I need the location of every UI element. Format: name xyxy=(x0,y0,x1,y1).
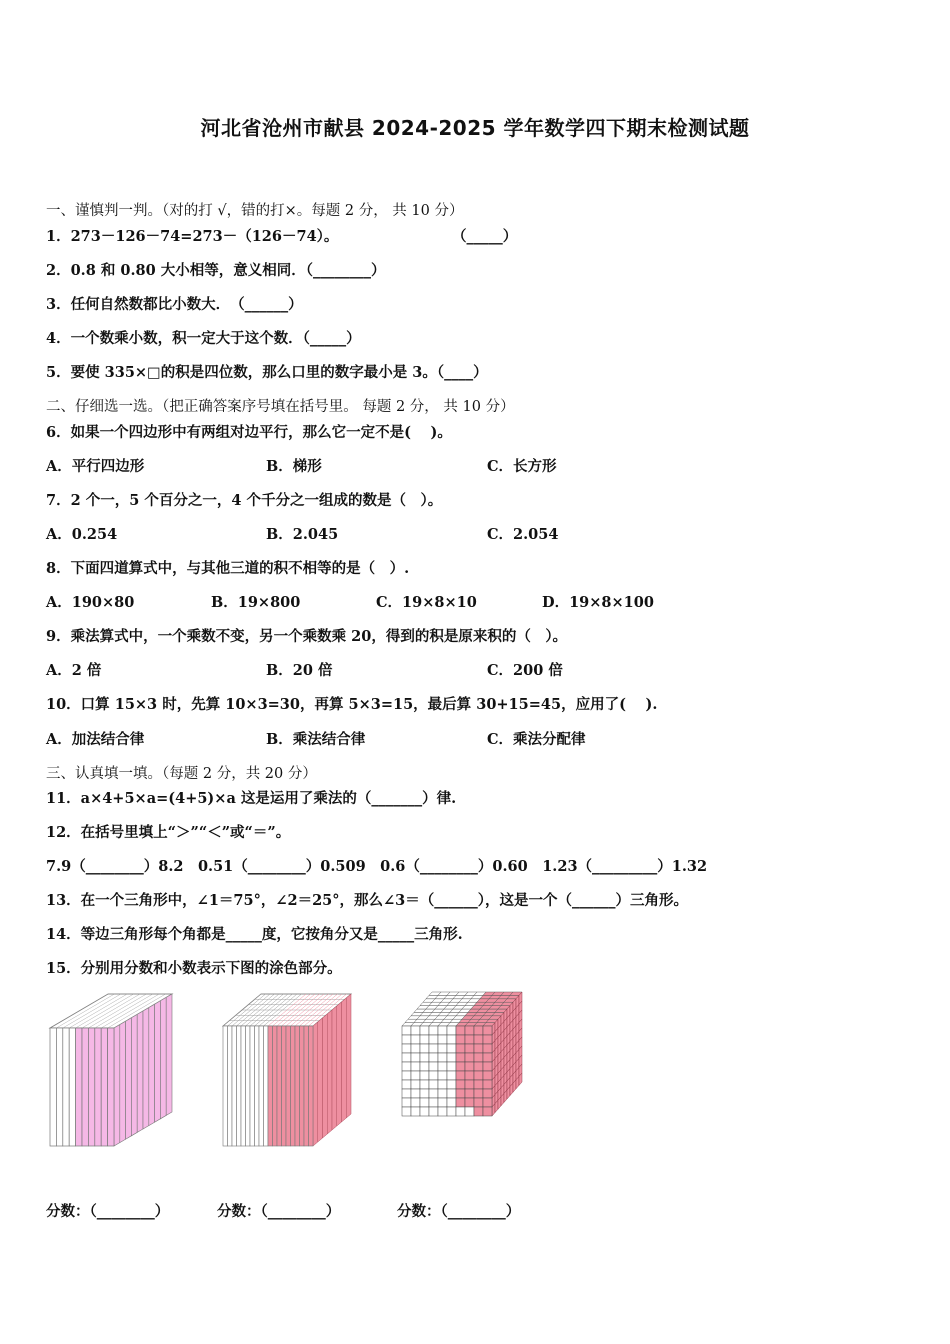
question-6: 6．如果一个四边形中有两组对边平行，那么它一定不是( )。 xyxy=(46,424,452,441)
q7-option-a[interactable]: A．0.254 xyxy=(46,526,118,543)
q8-option-b[interactable]: B．19×800 xyxy=(211,594,301,611)
q10-option-c[interactable]: C．乘法分配律 xyxy=(487,731,586,748)
question-11: 11．a×4+5×a=(4+5)×a 这是运用了乘法的（_______）律. xyxy=(46,790,457,807)
q6-option-a[interactable]: A．平行四边形 xyxy=(46,458,145,475)
figure-2-hundred-strips-block xyxy=(220,988,355,1152)
question-7: 7．2 个一，5 个百分之一，4 个千分之一组成的数是（ ）。 xyxy=(46,492,443,509)
q10-option-a[interactable]: A．加法结合律 xyxy=(46,731,145,748)
q8-option-d[interactable]: D．19×8×100 xyxy=(542,594,654,611)
fraction-answer-2[interactable]: 分数：（________） xyxy=(217,1203,341,1220)
figure-3-thousand-cube xyxy=(398,986,528,1152)
question-10: 10．口算 15×3 时，先算 10×3=30，再算 5×3=15，最后算 30+15=45，应用了( ). xyxy=(46,696,658,713)
q9-option-a[interactable]: A．2 倍 xyxy=(46,662,102,679)
question-5: 5．要使 335×□的积是四位数，那么口里的数字最小是 3。（____） xyxy=(46,364,488,381)
section-3-header: 三、认真填一填。（每题 2 分，共 20 分） xyxy=(46,766,317,782)
q10-option-b[interactable]: B．乘法结合律 xyxy=(266,731,366,748)
q9-option-c[interactable]: C．200 倍 xyxy=(487,662,563,679)
q6-option-c[interactable]: C．长方形 xyxy=(487,458,557,475)
question-14: 14．等边三角形每个角都是_____度，它按角分又是_____三角形. xyxy=(46,926,463,943)
question-8: 8．下面四道算式中，与其他三道的积不相等的是（ ）. xyxy=(46,560,410,577)
question-12-comparisons: 7.9（________）8.2 0.51（________）0.509 0.6（________）0.60 1.23（_________）1.32 xyxy=(46,858,708,875)
question-9: 9．乘法算式中，一个乘数不变，另一个乘数乘 20，得到的积是原来积的（ ）。 xyxy=(46,628,568,645)
question-12: 12．在括号里填上“＞”“＜”或“＝”。 xyxy=(46,824,291,841)
question-4: 4．一个数乘小数，积一定大于这个数．（_____） xyxy=(46,330,361,347)
question-1-blank[interactable]: （_____） xyxy=(452,228,518,245)
page-title: 河北省沧州市献县 2024-2025 学年数学四下期末检测试题 xyxy=(200,116,750,140)
question-1: 1．273－126－74=273－（126－74）。 xyxy=(46,228,339,245)
fraction-answer-1[interactable]: 分数：（________） xyxy=(46,1203,170,1220)
q6-option-b[interactable]: B．梯形 xyxy=(266,458,322,475)
question-15: 15．分别用分数和小数表示下图的涂色部分。 xyxy=(46,960,342,977)
section-1-header: 一、谨慎判一判。（对的打 √，错的打×。每题 2 分， 共 10 分） xyxy=(46,203,464,219)
q8-option-a[interactable]: A．190×80 xyxy=(46,594,135,611)
q7-option-c[interactable]: C．2.054 xyxy=(487,526,559,543)
fraction-answer-3[interactable]: 分数：（________） xyxy=(397,1203,521,1220)
question-13: 13．在一个三角形中，∠1＝75°，∠2＝25°，那么∠3＝（______），这是一个（______）三角形。 xyxy=(46,892,688,909)
q8-option-c[interactable]: C．19×8×10 xyxy=(376,594,477,611)
q9-option-b[interactable]: B．20 倍 xyxy=(266,662,333,679)
question-2: 2．0.8 和 0.80 大小相等，意义相同．（________） xyxy=(46,262,386,279)
q7-option-b[interactable]: B．2.045 xyxy=(266,526,339,543)
question-3: 3．任何自然数都比小数大． （______） xyxy=(46,296,303,313)
figure-1-strips-block xyxy=(48,990,178,1152)
section-2-header: 二、仔细选一选。（把正确答案序号填在括号里。 每题 2 分， 共 10 分） xyxy=(46,399,515,415)
